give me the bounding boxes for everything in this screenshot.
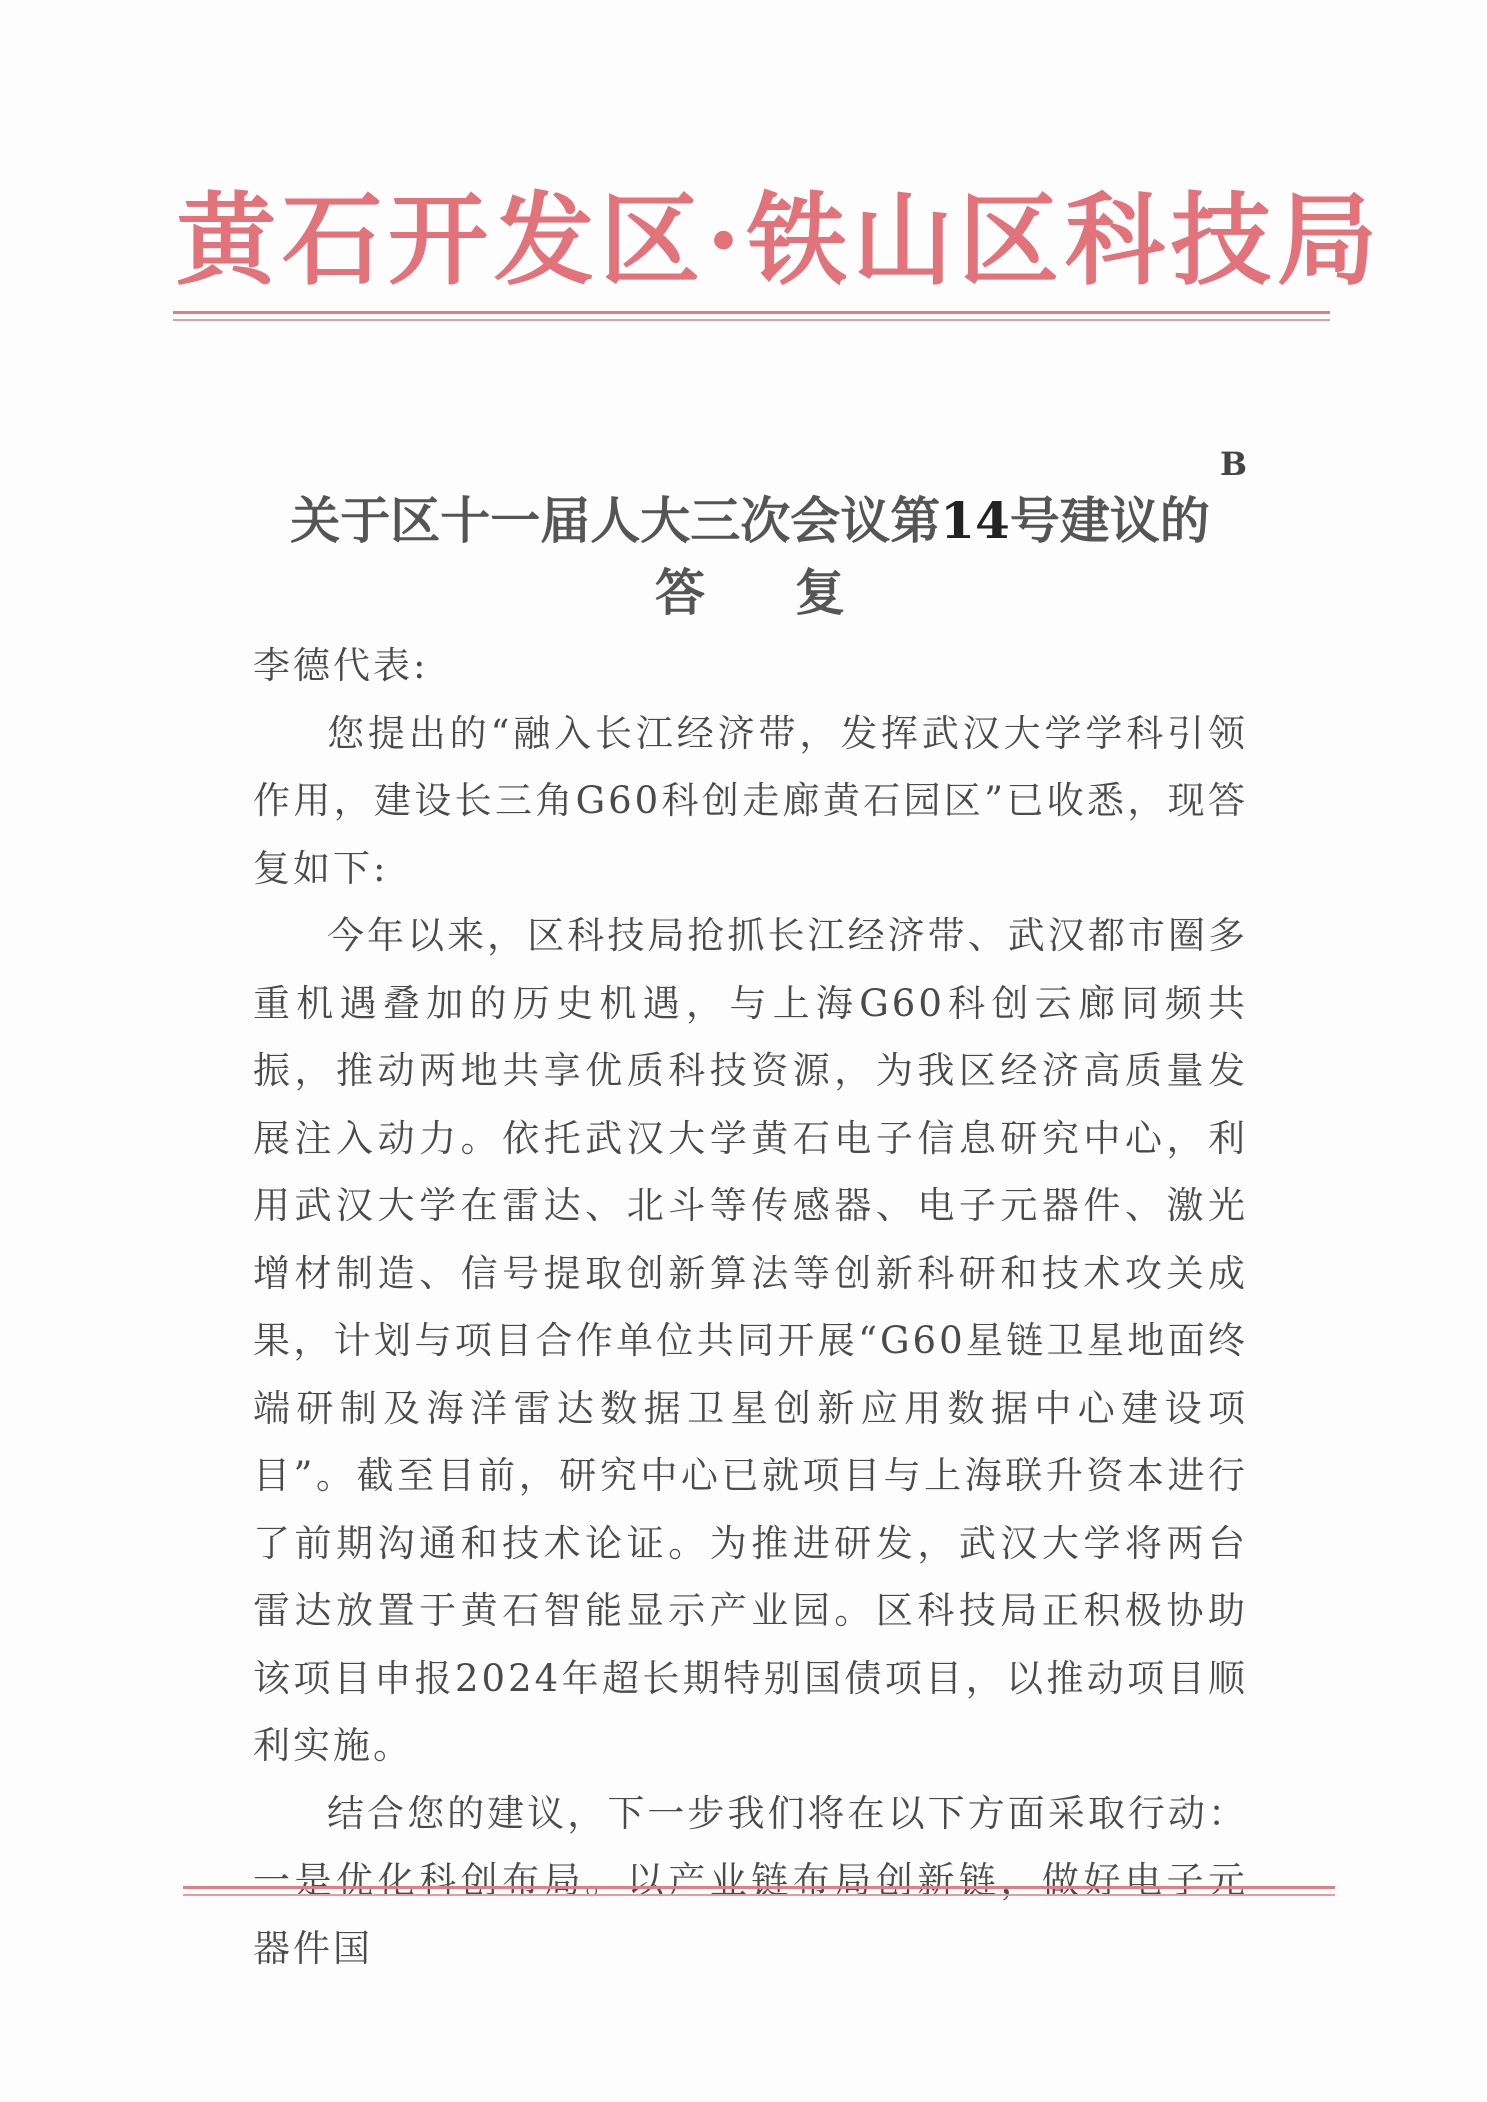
letter-body <box>253 632 1248 1982</box>
footer-rule-thin <box>183 1894 1335 1896</box>
paragraph-1: 您提出的“融入长江经济带，发挥武汉大学学科引领作用，建设长三角G60科创走廊黄石园区”已收悉，现答复如下: <box>253 711 1248 890</box>
paragraph-2: 今年以来，区科技局抢抓长江经济带、武汉都市圈多重机遇叠加的历史机遇，与上海G60科创云廊同频共振，推动两地共享优质科技资源，为我区经济高质量发展注入动力。依托武汉大学黄石电子信息研究中心，利用武汉大学在雷达、北斗等传感器、电子元器件、激光增材制造、信号提取创新算法等创新科研和技术攻关成果，计划与项目合作单位共同开展“G60星链卫星地面终端研制及海洋雷达数据卫星创新应用数据中心建设项目”。截至目前，研究中心已就项目与上海联升资本进行了前期沟通和技术论证。为推进研发，武汉大学将两台雷达放置于黄石智能显示产业园。区科技局正积极协助该项目申报2024年超长期特别国债项目，以推动项目顺利实施。 <box>253 914 1248 1767</box>
title-number: 14 <box>940 491 1010 550</box>
letterhead-rule-thick <box>173 311 1330 314</box>
document-grade-mark: B <box>1220 445 1248 483</box>
letterhead-rule-thin <box>173 319 1330 321</box>
letterhead-title: 黄石开发区·铁山区科技局 <box>176 181 1383 299</box>
salutation: 李德代表: <box>253 644 429 687</box>
footer-rule-thick <box>183 1886 1335 1889</box>
title-prefix: 关于区十一届人大三次会议第 <box>290 491 941 550</box>
title-suffix: 号建议的 <box>1009 491 1210 550</box>
document-title-line-1 <box>250 488 1250 554</box>
document-title-line-2: 答复 <box>655 563 935 622</box>
paragraph-3: 结合您的建议，下一步我们将在以下方面采取行动：一是优化科创布局。以产业链布局创新链，做好电子元器件国 <box>253 1791 1248 1970</box>
